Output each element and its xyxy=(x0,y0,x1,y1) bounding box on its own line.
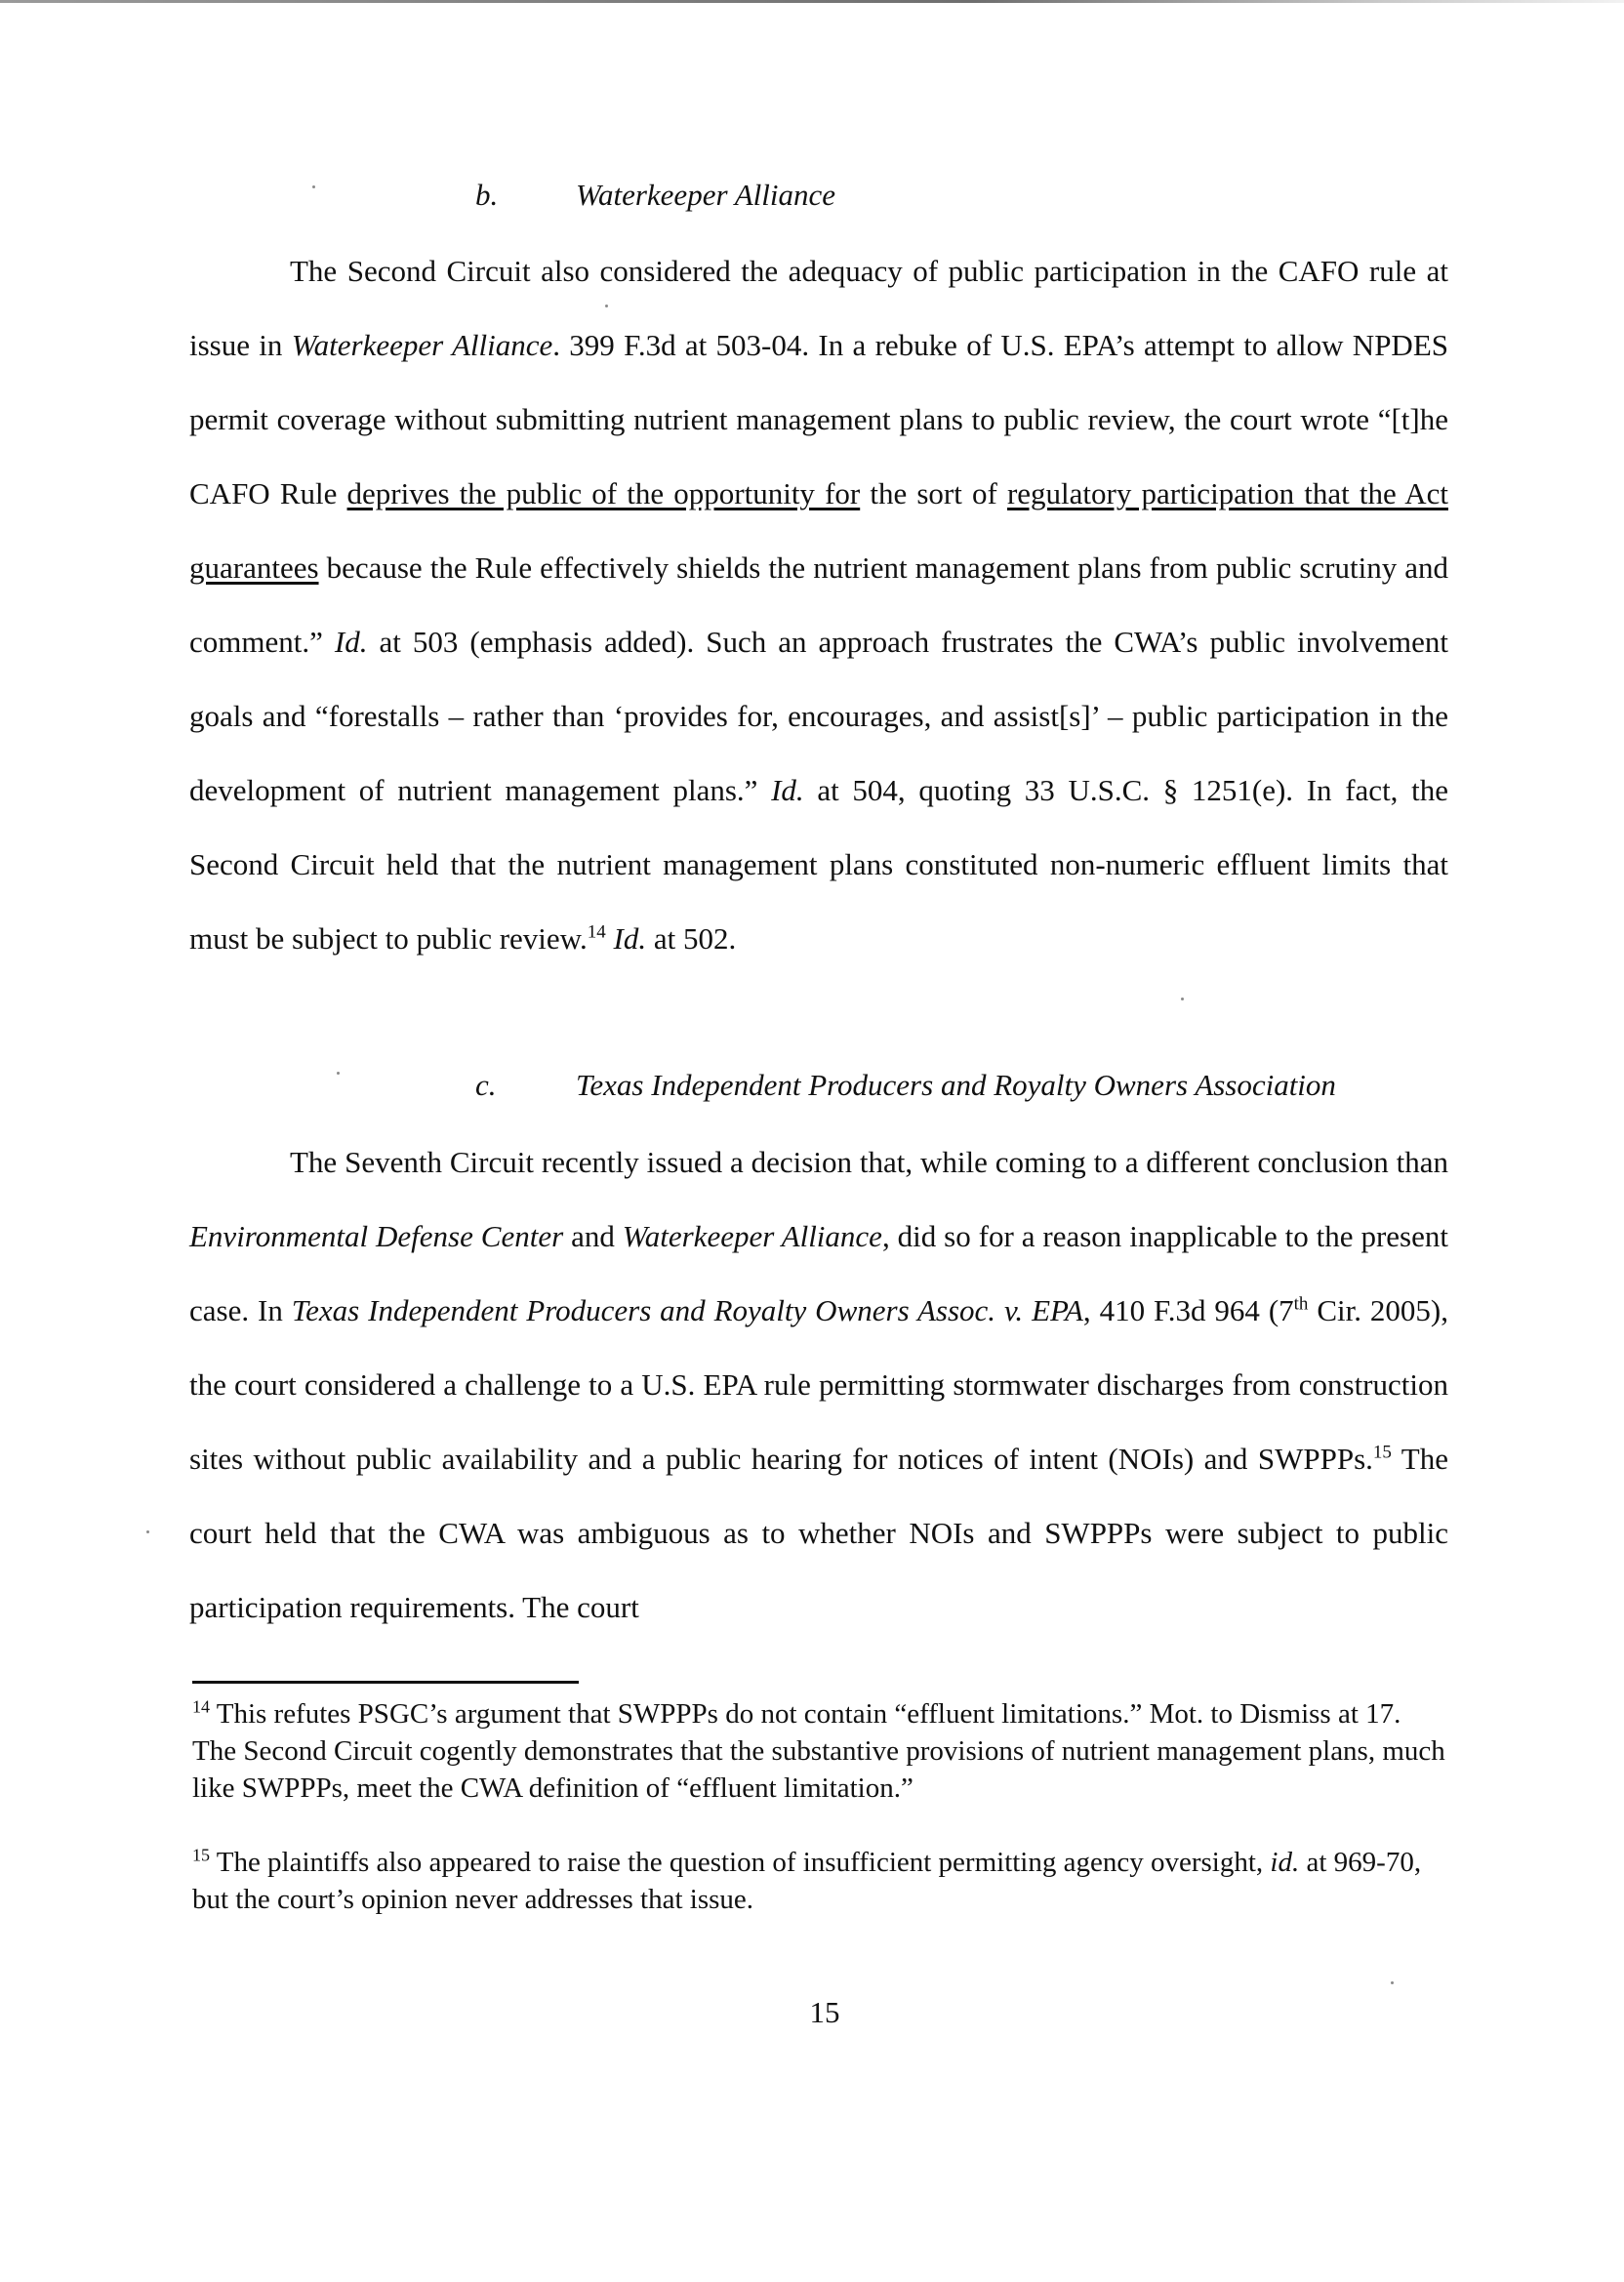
section-letter-b: b. xyxy=(475,178,499,212)
case-name: Environmental Defense Center xyxy=(189,1219,564,1253)
text-run: at 504, quoting 33 U.S.C. § 1251(e). In fact, the Second Circuit held that the nutrient management plans constituted non-numeric effluent limits that must be subject to public review. xyxy=(189,773,1448,956)
text-run: at 502. xyxy=(646,921,737,956)
scan-speck xyxy=(1181,998,1184,1000)
scan-speck xyxy=(1391,1981,1394,1984)
text-run: The Seventh Circuit recently issued a decision that, while coming to a different conclusion than xyxy=(290,1145,1448,1179)
footnote-14 xyxy=(192,1695,1451,1807)
section-title-b: Waterkeeper Alliance xyxy=(576,178,835,212)
paragraph-texas-producers xyxy=(189,1125,1448,1645)
text-run xyxy=(606,921,614,956)
text-run: The court held that the CWA was ambiguous as to whether NOIs and SWPPPs were subject to public participation requirements. The court xyxy=(189,1442,1448,1624)
case-name: Waterkeeper Alliance xyxy=(291,328,553,362)
footnote-ref-14: 14 xyxy=(587,921,606,943)
scan-top-border xyxy=(0,0,1624,3)
scan-speck xyxy=(146,1530,149,1533)
text-run: . 399 F.3d at 503-04. In a rebuke of U.S. EPA’s attempt to allow NPDES permit coverage without submitting nutrient management plans to public review, the court wrote “[t]he CAFO Rule xyxy=(189,328,1449,510)
footnote-text: The plaintiffs also appeared to raise the question of insufficient permitting agency oversight, xyxy=(210,1847,1271,1878)
citation-id: id. xyxy=(1270,1847,1300,1878)
citation-id: Id. xyxy=(613,921,647,956)
citation-id: Id. xyxy=(334,625,368,659)
citation-id: Id. xyxy=(771,773,804,807)
footnote-number: 15 xyxy=(192,1845,210,1865)
case-name: Texas Independent Producers and Royalty Owners Assoc. v. EPA xyxy=(291,1293,1083,1327)
case-name: Waterkeeper Alliance xyxy=(622,1219,882,1253)
text-run: because the Rule effectively shields the nutrient management plans from public scrutiny and comment.” xyxy=(189,550,1448,659)
footnote-ref-15: 15 xyxy=(1372,1442,1392,1463)
text-run: the sort of xyxy=(860,476,1007,510)
text-run: Cir. 2005), the court considered a challenge to a U.S. EPA rule permitting stormwater discharges from construction sites without public availability and a public hearing for notices of intent (NOIs) and SWPPPs. xyxy=(189,1293,1448,1476)
section-title-c: Texas Independent Producers and Royalty Owners Association xyxy=(576,1068,1336,1102)
text-run: , did so for a reason inapplicable to the present case. In xyxy=(189,1219,1448,1327)
section-heading-b xyxy=(475,176,835,215)
underlined-quote: deprives the public of the opportunity for xyxy=(346,476,861,510)
footnote-15 xyxy=(192,1844,1451,1918)
footnote-separator xyxy=(192,1681,579,1684)
page-number: 15 xyxy=(809,1995,840,2029)
scan-speck xyxy=(605,305,608,307)
scan-speck xyxy=(312,185,315,188)
ordinal-suffix: th xyxy=(1293,1293,1309,1315)
text-run: at 503 (emphasis added). Such an approach frustrates the CWA’s public involvement goals and “forestalls – rather than ‘provides for, encourages, and assist[s]’ – public participation in the development of nutrient management plans.” xyxy=(189,625,1448,807)
underlined-quote: regulatory participation that the Act guarantees xyxy=(189,476,1448,585)
text-run: , 410 F.3d 964 (7 xyxy=(1082,1293,1294,1327)
section-heading-c xyxy=(475,1066,1336,1105)
section-letter-c: c. xyxy=(475,1068,497,1102)
paragraph-waterkeeper xyxy=(189,234,1448,976)
text-run: The Second Circuit also considered the adequacy of public participation in the CAFO rule at issue in xyxy=(189,254,1448,362)
footnote-number: 14 xyxy=(192,1696,210,1717)
text-run: and xyxy=(563,1219,623,1253)
footnote-text: This refutes PSGC’s argument that SWPPPs do not contain “effluent limitations.” Mot. to Dismiss at 17. The Second Circuit cogently demonstrates that the substantive provisions of nutrient management plans, much like SWPPPs, meet the CWA definition of “effluent limitation.” xyxy=(192,1698,1445,1804)
footnote-text: at 969-70, but the court’s opinion never addresses that issue. xyxy=(192,1847,1422,1915)
scan-speck xyxy=(337,1072,340,1075)
